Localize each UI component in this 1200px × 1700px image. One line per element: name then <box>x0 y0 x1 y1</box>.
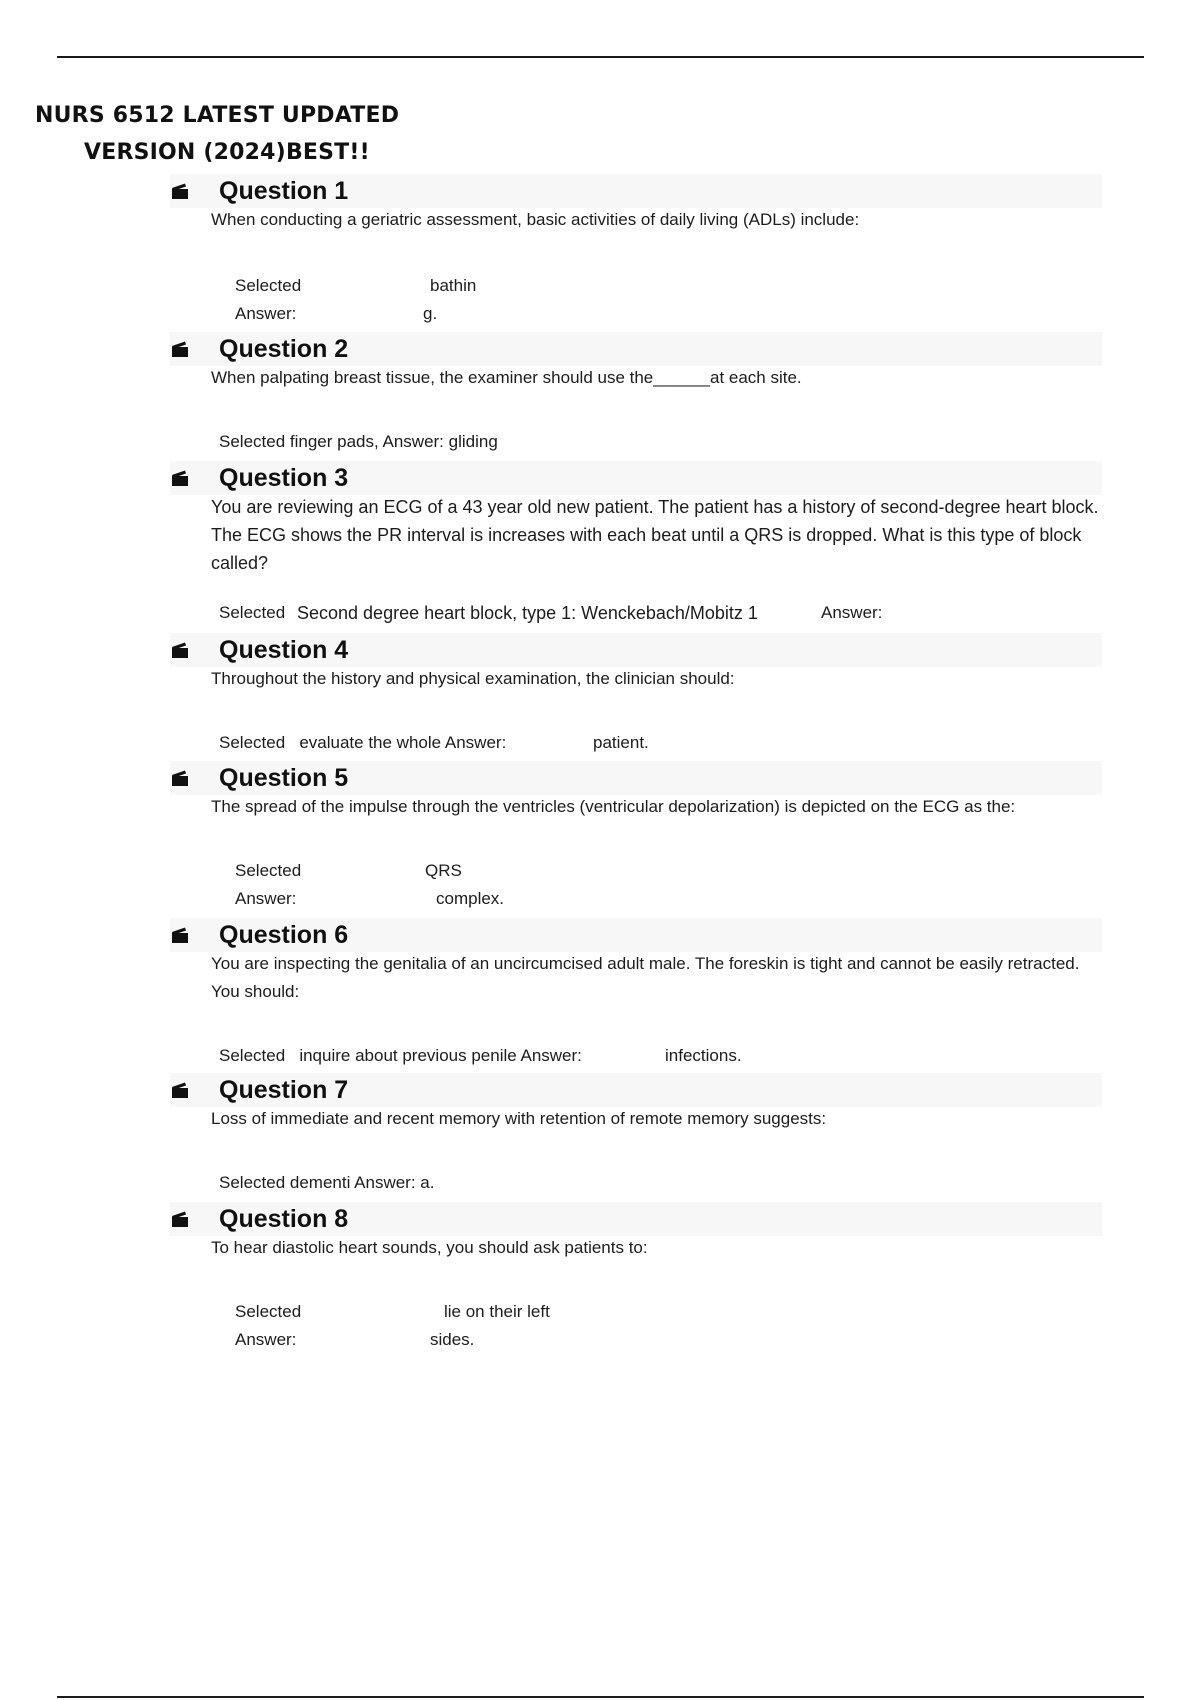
question-title: Question 2 <box>219 335 349 363</box>
question-7 <box>170 1073 1102 1192</box>
question-title: Question 4 <box>219 636 349 664</box>
question-header <box>170 332 1102 366</box>
question-2 <box>170 332 1102 451</box>
question-header <box>170 1202 1102 1236</box>
selected-answer-line: Selected dementi Answer: a. <box>219 1173 435 1192</box>
question-text: You are reviewing an ECG of a 43 year old new patient. The patient has a history of second-degree heart block. The ECG shows the PR interval is increases with each beat until a QRS is dropped. What is this type of block called? <box>211 497 1099 573</box>
question-header <box>170 633 1102 667</box>
question-title: Question 8 <box>219 1205 349 1233</box>
question-title: Question 3 <box>219 464 349 492</box>
question-text: To hear diastolic heart sounds, you should ask patients to: <box>211 1238 648 1257</box>
selected-label: Selected <box>235 861 302 880</box>
title-line-2: VERSION (2024)BEST!! <box>84 140 370 165</box>
selected-answer-cont: infections. <box>665 1046 742 1065</box>
answer-label: Answer: <box>821 603 883 622</box>
question-title: Question 1 <box>219 177 349 205</box>
clapperboard-icon <box>170 1210 190 1228</box>
bottom-rule <box>57 1696 1144 1698</box>
question-header <box>170 174 1102 208</box>
answer-label: Answer: <box>235 304 297 323</box>
selected-answer: QRS <box>425 861 462 880</box>
selected-answer-cont: g. <box>423 304 438 323</box>
selected-answer-cont: patient. <box>593 733 649 752</box>
question-4 <box>170 633 1102 752</box>
selected-answer-cont: complex. <box>436 889 505 908</box>
question-header <box>170 1073 1102 1107</box>
answer-label: Answer: <box>235 1330 297 1349</box>
title-line-1: NURS 6512 LATEST UPDATED <box>35 103 400 128</box>
top-rule <box>57 56 1144 58</box>
selected-answer-line: Selected finger pads, Answer: gliding <box>219 432 498 451</box>
clapperboard-icon <box>170 182 190 200</box>
question-title: Question 5 <box>219 764 349 792</box>
selected-answer-cont: sides. <box>430 1330 475 1349</box>
selected-answer-line: Selected evaluate the whole Answer: <box>219 733 507 752</box>
clapperboard-icon <box>170 1081 190 1099</box>
question-text: When conducting a geriatric assessment, basic activities of daily living (ADLs) include: <box>211 210 860 229</box>
selected-label: Selected <box>219 603 286 622</box>
selected-answer-line: Selected inquire about previous penile Answer: <box>219 1046 582 1065</box>
question-header <box>170 918 1102 952</box>
answer-label: Answer: <box>235 889 297 908</box>
question-3 <box>170 461 1102 623</box>
document-title <box>35 97 399 171</box>
selected-answer: Second degree heart block, type 1: Wenckebach/Mobitz 1 <box>297 603 758 623</box>
question-title: Question 6 <box>219 921 349 949</box>
question-title: Question 7 <box>219 1076 349 1104</box>
question-header <box>170 461 1102 495</box>
question-text: When palpating breast tissue, the examiner should use the______at each site. <box>211 368 802 387</box>
selected-label: Selected <box>235 276 302 295</box>
selected-answer: lie on their left <box>444 1302 550 1321</box>
question-header <box>170 761 1102 795</box>
question-6 <box>170 918 1102 1065</box>
question-text: You are inspecting the genitalia of an uncircumcised adult male. The foreskin is tight and cannot be easily retracted. You should: <box>211 954 1080 1001</box>
clapperboard-icon <box>170 926 190 944</box>
selected-label: Selected <box>235 1302 302 1321</box>
question-8 <box>170 1202 1102 1349</box>
question-5 <box>170 761 1102 908</box>
question-text: Throughout the history and physical examination, the clinician should: <box>211 669 735 688</box>
clapperboard-icon <box>170 340 190 358</box>
clapperboard-icon <box>170 469 190 487</box>
clapperboard-icon <box>170 769 190 787</box>
question-text: The spread of the impulse through the ventricles (ventricular depolarization) is depicted on the ECG as the: <box>211 797 1016 816</box>
question-1 <box>170 174 1102 323</box>
clapperboard-icon <box>170 641 190 659</box>
selected-answer: bathin <box>430 276 477 295</box>
question-text: Loss of immediate and recent memory with retention of remote memory suggests: <box>211 1109 827 1128</box>
